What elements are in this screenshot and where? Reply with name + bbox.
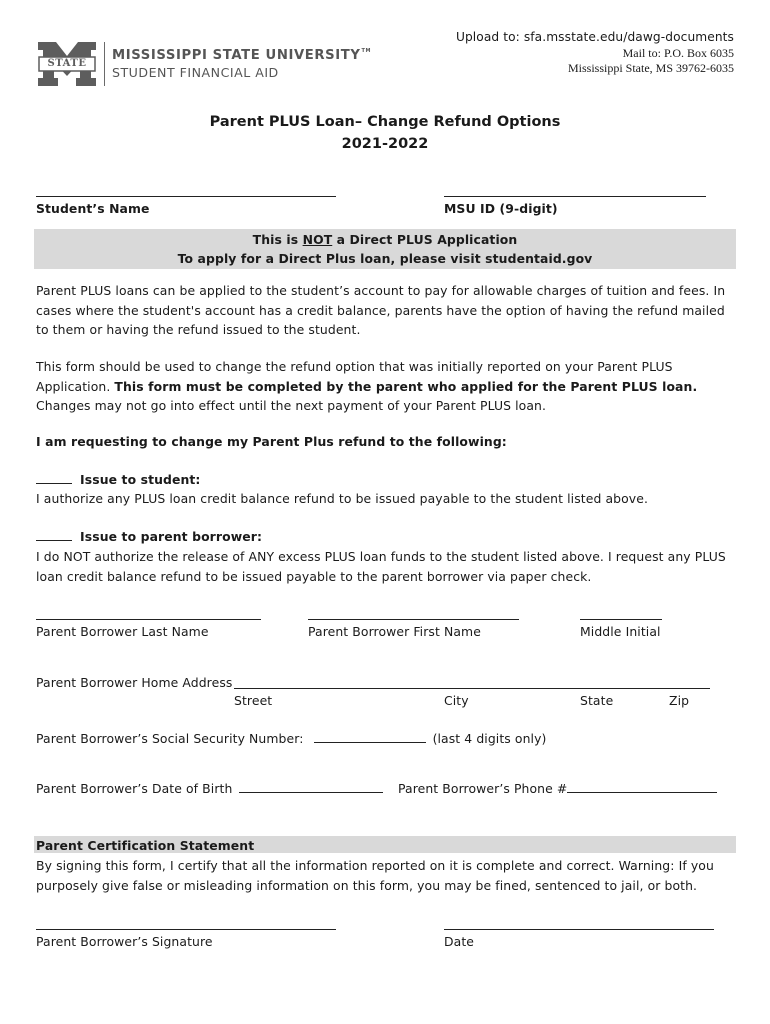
student-name-line[interactable] <box>36 196 336 197</box>
phone-row: Parent Borrower’s Phone # <box>398 781 717 796</box>
request-heading: I am requesting to change my Parent Plus refund to the following: <box>36 434 507 449</box>
certification-text: By signing this form, I certify that all the information reported on it is complete and correct. Warning: If you purposely give false or misleading information on this form, you may be fined, sentenced to jail, or both. <box>36 858 714 893</box>
street-label: Street <box>234 693 273 708</box>
mail-address: Mail to: P.O. Box 6035 <box>622 46 734 60</box>
signature-label: Parent Borrower’s Signature <box>36 934 213 949</box>
home-address-label: Parent Borrower Home Address <box>36 675 233 690</box>
option-student-text: I authorize any PLUS loan credit balance refund to be issued payable to the student listed above. <box>36 491 648 506</box>
signature-line[interactable] <box>36 929 336 930</box>
phone-line[interactable] <box>567 781 717 793</box>
mail-city: Mississippi State, MS 39762-6035 <box>567 61 734 75</box>
date-label: Date <box>444 934 475 949</box>
city-label: City <box>444 693 469 708</box>
last-name-line[interactable] <box>36 619 261 620</box>
ssn-row: Parent Borrower’s Social Security Number: (last 4 digits only) <box>36 731 547 746</box>
banner-line1: This is NOT a Direct PLUS Application <box>252 232 518 247</box>
logo-university: MISSISSIPPI STATE UNIVERSITY™ <box>112 48 372 63</box>
certification-heading: Parent Certification Statement <box>36 838 255 853</box>
option-parent: Issue to parent borrower: <box>36 529 262 544</box>
zip-label: Zip <box>669 693 690 708</box>
msu-id-label: MSU ID (9-digit) <box>444 201 558 216</box>
msu-logo <box>36 40 372 90</box>
dob-row: Parent Borrower’s Date of Birth <box>36 781 383 796</box>
students-name-label: Student’s Name <box>36 201 150 216</box>
middle-initial-label: Middle Initial <box>580 624 661 639</box>
parent-option-blank[interactable] <box>36 529 72 541</box>
intro-paragraph-2: This form should be used to change the refund option that was initially reported on your Parent PLUS Application. This form must be completed by the parent who applied for the Parent PLUS loan. Changes may not go into effect until the next payment of your Parent PLUS loan. <box>36 359 698 413</box>
dob-line[interactable] <box>239 781 383 793</box>
date-line[interactable] <box>444 929 714 930</box>
upload-address: Upload to: sfa.msstate.edu/dawg-documents <box>455 30 734 44</box>
state-label: State <box>580 693 614 708</box>
student-option-blank[interactable] <box>36 472 72 484</box>
logo-department: STUDENT FINANCIAL AID <box>112 65 279 80</box>
banner-line2: To apply for a Direct Plus loan, please visit studentaid.gov <box>177 251 593 266</box>
option-parent-text: I do NOT authorize the release of ANY excess PLUS loan funds to the student listed above. I request any PLUS loan credit balance refund to be issued payable to the parent borrower via paper check. <box>36 549 726 584</box>
last-name-label: Parent Borrower Last Name <box>36 624 209 639</box>
middle-initial-line[interactable] <box>580 619 662 620</box>
logo-badge-text: STATE <box>47 58 87 69</box>
form-year: 2021-2022 <box>341 136 429 152</box>
msu-id-line[interactable] <box>444 196 706 197</box>
first-name-label: Parent Borrower First Name <box>308 624 481 639</box>
intro-paragraph-1: Parent PLUS loans can be applied to the student’s account to pay for allowable charges of tuition and fees. In cases where the student's account has a credit balance, parents have the option of having the refund mailed to them or having the refund issued to the student. <box>36 283 726 337</box>
form-title: Parent PLUS Loan– Change Refund Options <box>209 114 561 130</box>
first-name-line[interactable] <box>308 619 519 620</box>
option-student: Issue to student: <box>36 472 201 487</box>
ssn-line[interactable] <box>314 731 426 743</box>
home-address-line[interactable] <box>234 688 710 689</box>
logo-divider <box>104 42 105 86</box>
